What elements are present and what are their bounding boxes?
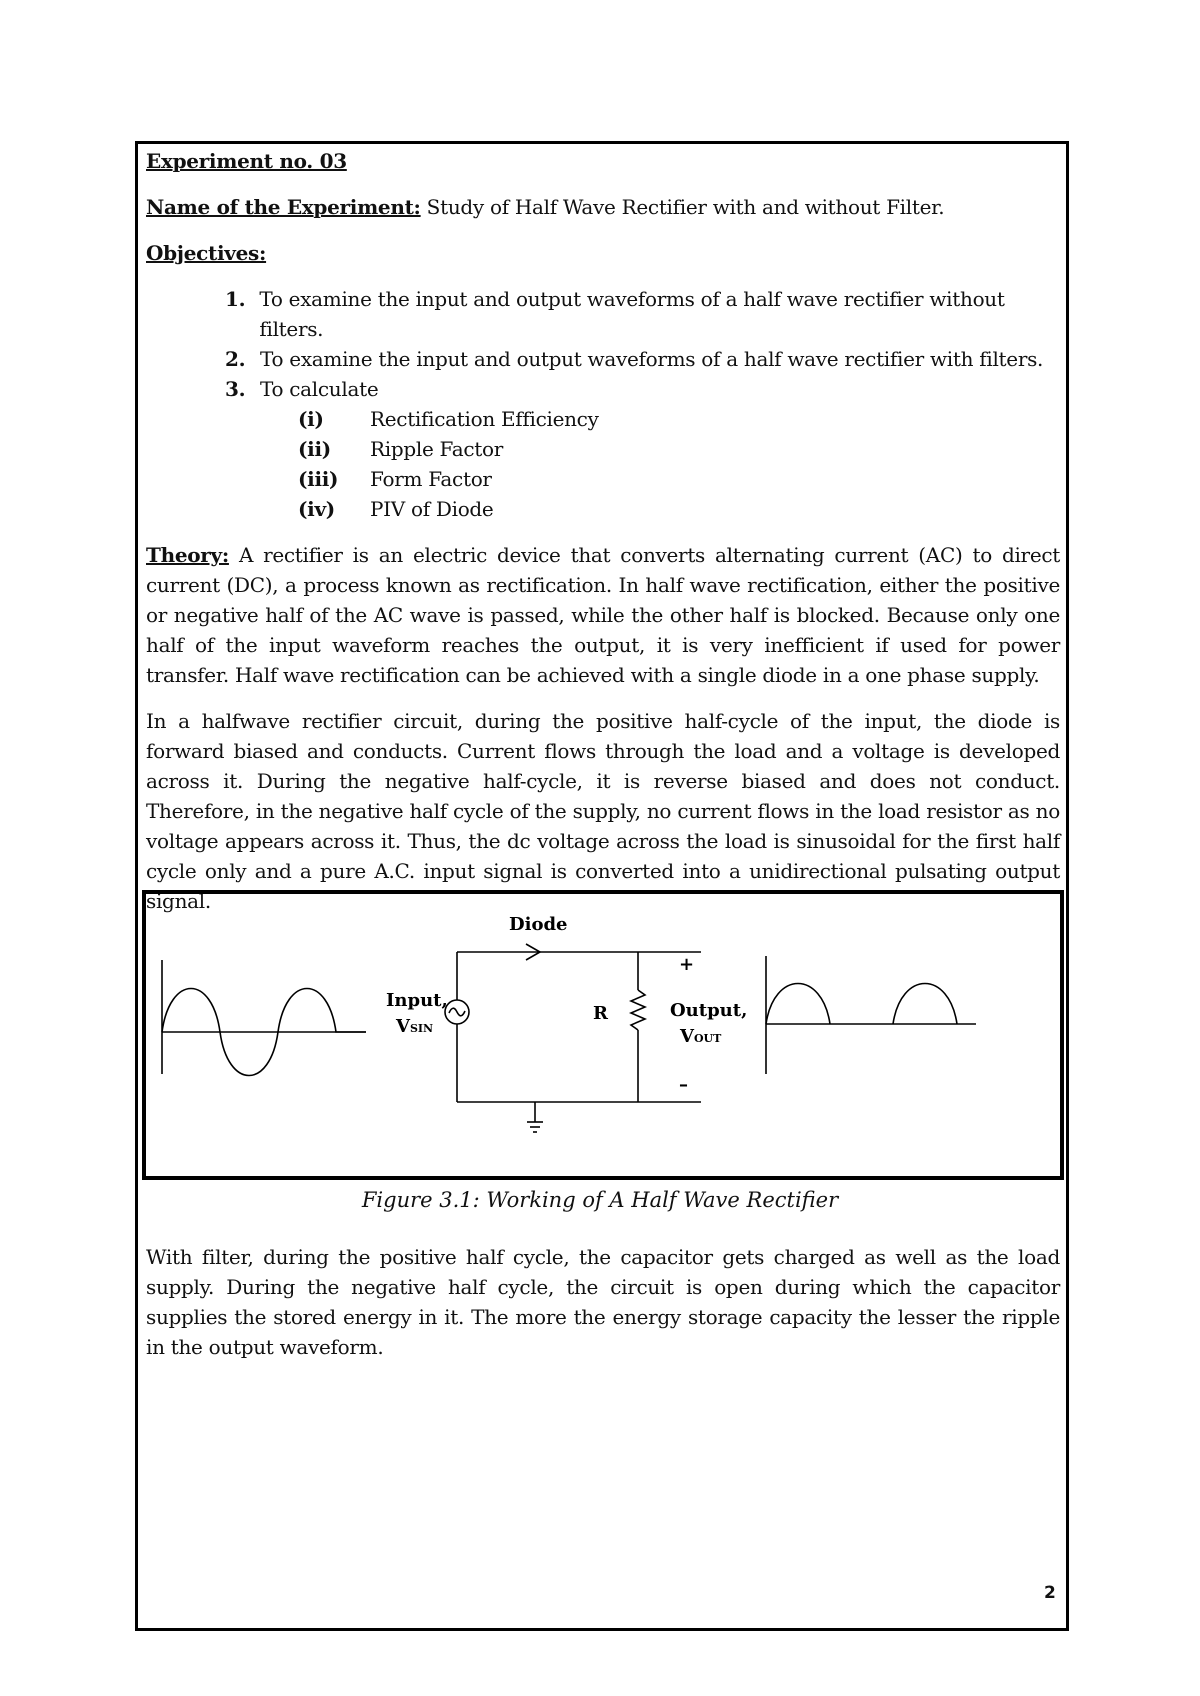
experiment-name: [146, 192, 1060, 222]
objectives-heading: [146, 238, 1060, 268]
experiment-number: [146, 146, 1060, 176]
filter-paragraph: With filter, during the positive half cycle, the capacitor gets charged as well as the load supply. During the negative half cycle, the circuit is open during which the capacitor supplies the stored energy in it. The more the energy storage capacity the lesser the ripple in the output waveform.: [146, 1245, 1060, 1359]
theory-heading: Theory:: [146, 543, 229, 567]
vout-v: V: [680, 1026, 694, 1047]
objective-number: 3.: [225, 377, 246, 401]
theory-paragraph-1: [146, 540, 1060, 690]
objective-item: [146, 374, 1060, 404]
vsin-label: [395, 1016, 433, 1037]
input-label: Input,: [386, 990, 448, 1011]
sub-item: [146, 464, 1060, 494]
circuit-diagram: [146, 894, 1060, 1176]
sub-item-number: (i): [298, 407, 324, 431]
vsin-subscript: SIN: [409, 1022, 434, 1035]
output-label: Output,: [670, 1000, 748, 1021]
vout-subscript: OUT: [693, 1032, 722, 1045]
resistor-label: R: [593, 1003, 608, 1024]
page-number: 2: [1044, 1583, 1056, 1603]
sub-item-text: Form Factor: [370, 467, 492, 491]
objective-text: To examine the input and output waveforms of a half wave rectifier without filters.: [259, 287, 1005, 341]
output-half-wave-1: [766, 984, 830, 1025]
sub-item-text: Rectification Efficiency: [370, 407, 599, 431]
circuit-figure: [142, 890, 1064, 1180]
theory-text-1: A rectifier is an electric device that converts alternating current (AC) to direct current (DC), a process known as rectification. In half wave rectification, either the positive or negative half of the AC wave is passed, while the other half is blocked. Because only one half of the input waveform reaches the output, it is very inefficient if used for power transfer. Half wave rectification can be achieved with a single diode in a one phase supply.: [146, 543, 1060, 687]
diode-label: Diode: [509, 914, 568, 935]
objective-number: 1.: [225, 287, 246, 311]
page-content: [146, 146, 1060, 916]
sub-item: [146, 434, 1060, 464]
vsin-v: V: [396, 1016, 410, 1037]
experiment-name-value: Study of Half Wave Rectifier with and without Filter.: [420, 195, 945, 219]
experiment-name-label: Name of the Experiment:: [146, 195, 421, 219]
sub-item-number: (ii): [298, 437, 331, 461]
vout-label: [679, 1026, 722, 1047]
positive-terminal: +: [679, 954, 695, 975]
sub-item-text: PIV of Diode: [370, 497, 494, 521]
negative-terminal: –: [679, 1074, 688, 1095]
sub-item-number: (iii): [298, 467, 339, 491]
sub-item: [146, 494, 1060, 524]
theory-paragraph-2: In a halfwave rectifier circuit, during the positive half-cycle of the input, the diode is forward biased and conducts. Current flows through the load and a voltage is developed across it. During the negative half-cycle, it is reverse biased and does not conduct. Therefore, in the negative half cycle of the supply, no current flows in the load resistor as no voltage appears across it. Thus, the dc voltage across the load is sinusoidal for the first half cycle only and a pure A.C. input signal is converted into a unidirectional pulsating output signal.: [146, 709, 1060, 913]
sub-item-text: Ripple Factor: [370, 437, 504, 461]
output-half-wave-2: [893, 984, 957, 1025]
ac-source-sine: [449, 1008, 465, 1016]
sub-item: [146, 404, 1060, 434]
figure-caption: Figure 3.1: Working of A Half Wave Rectifier: [361, 1188, 839, 1212]
resistor-symbol: [631, 990, 645, 1030]
objective-item: [146, 284, 1060, 344]
calculation-sublist: [146, 404, 1060, 524]
objective-text: To calculate: [260, 377, 379, 401]
objective-item: [146, 344, 1060, 374]
objectives-heading-text: Objectives:: [146, 241, 267, 265]
objective-text: To examine the input and output waveforms of a half wave rectifier with filters.: [260, 347, 1044, 371]
experiment-number-label: Experiment no. 03: [146, 149, 347, 173]
sub-item-number: (iv): [298, 497, 335, 521]
objective-number: 2.: [225, 347, 246, 371]
objectives-list: [146, 284, 1060, 404]
